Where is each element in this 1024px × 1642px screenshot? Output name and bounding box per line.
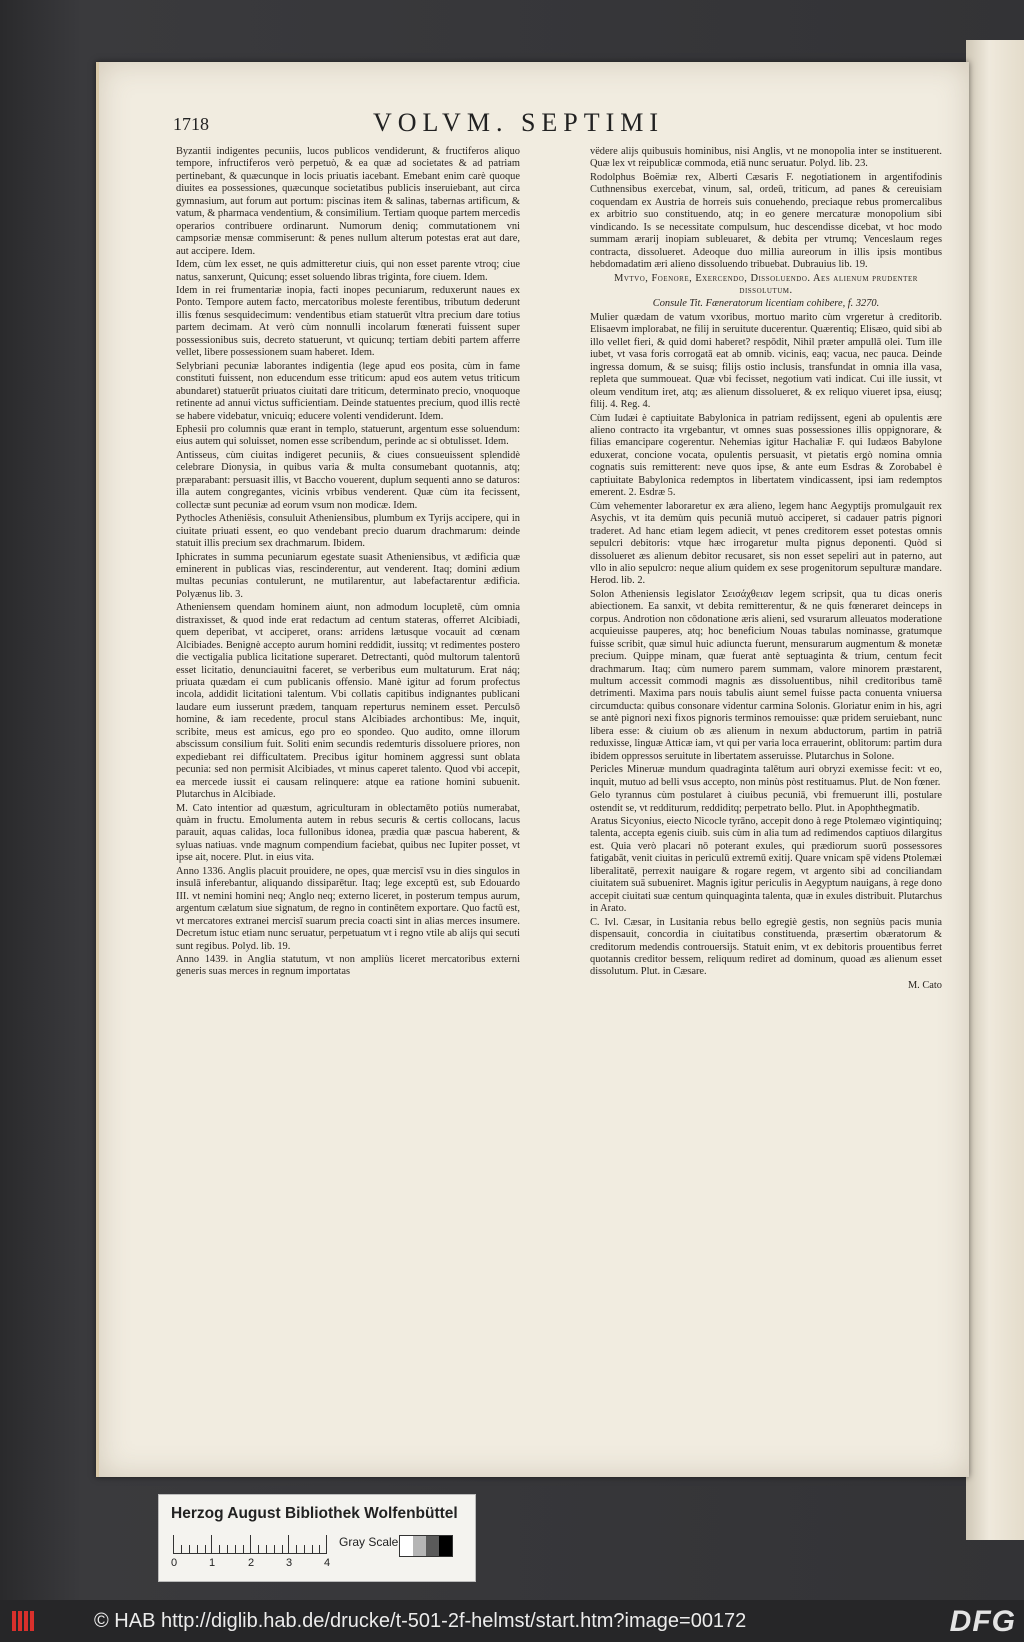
paragraph: Selybriani pecuniæ laborantes indigentia (lege apud eos posita, cùm in fame constituti fuissent, non educendum esse triticum: apud eos autem vetus triticum abundaret) statuerūt priuatos ciuitati dare triticum, determinato precio, vnoquoque retinente ad annui victus sufficientiam. Deinde statuentes precium, quod illis rectè se habere videbatur, vnicuiq; educere volenti vendiderunt. Idem. — [176, 360, 520, 422]
paragraph: Ephesii pro columnis quæ erant in templo, statuerunt, argentum esse soluendum: eius autem qui soluisset, nomen esse scribendum, perinde ac si obtulisset. Idem. — [176, 423, 520, 448]
page-number: 1718 — [173, 114, 209, 134]
catchword: M. Cato — [907, 979, 942, 991]
ruler-icon — [173, 1533, 327, 1554]
paragraph: Aratus Sicyonius, eiecto Nicocle tyrāno, accepit dono à rege Ptolemæo vigintiquinq; talenta, accepta egenis ciuib. suis cùm in alia tum ad redimendos captiuos dilargitus est. Quia verò placari nō poterant exules, qui prædiorum suorū possessores fatigabāt, venit ciuitas in periculū extremū exitij. Quare vnicam spē videns Ptolemæi liberalitatē, perrexit nauigare & rogare regem, vt argento sibi ad conciliandam ciuitatem suā subueniret. Magnis igitur periculis in Aegyptum nauigans, à rege dono accepit ciuitati suæ centum quinquaginta talenta, quæ in exules distribuit. Plutarchus in Arato. — [590, 816, 942, 915]
paragraph: Cùm Iudæi è captiuitate Babylonica in patriam redijssent, egeni ab opulentis ære alieno contracto ita vrgebantur, vt omnes suas possessiones illis oppignorare, & filias emancipare cogerentur. Nehemias igitur Hachaliæ F. qui Iudæos Babylone eduxerat, concione vocata, opulentis persuasit, vt pietatis ergò nomina omnia cognatis suis remitterent: neve quos ipse, & ante eum Esdras & Zorobabel è captiuitate Babylonica redemptos in libertatem vindicassent, ipsi iam redemptos emerent. 2. Esdræ 5. — [590, 412, 942, 499]
paragraph: Iphicrates in summa pecuniarum egestate suasit Atheniensibus, vt ædificia quæ eminerent in publicas vias, rescinderentur, aut venderent. Itaq; domini ædium multas pecunias contulerunt, ne mutilarentur, aut labefactarentur ædificia. Polyænus lib. 3. — [176, 551, 520, 600]
left-text-column — [176, 146, 520, 980]
section-heading: Mvtvo, Foenore, Exercendo, Dissoluendo. Aes alienum prudenter dissolutum. — [614, 272, 918, 296]
gray-scale-swatches — [399, 1535, 453, 1557]
adjacent-page-edge — [966, 40, 1024, 1540]
ruler-number: 0 — [171, 1557, 178, 1569]
paragraph: Antisseus, cùm ciuitas indigeret pecuniis, & ciues consueuissent splendidè celebrare Dionysia, in quibus varia & multa consumebant quotannis, atq; præparabant: persuasit illis, vt Baccho vouerent, duplum sequenti anno se daturos: illa autem congregantes, vicinis vrbibus venderent. Quæ cùm ita fecissent, collectæ sunt pecuniæ ad eorum vsum non modicæ. Idem. — [176, 449, 520, 511]
swatch — [439, 1536, 452, 1556]
dfg-logo: DFG — [949, 1605, 1016, 1638]
paragraph: Rodolphus Boëmiæ rex, Alberti Cæsaris F. negotiationem in argentifodinis Cuthnensibus exercebat, vinum, sal, ordeū, triticum, ad panes & cereuisiam coquendam ex Austria de horreis suis conuehendo, preciaque rebus promercalibus ex arbitrio suo constituendo, atq; in eo genere mercaturæ monopolium sibi vindicando. Is se necessitate compulsum, huc descendisse dicebat, vt hoc modo summam ærarij inopiam subleuaret, & debita per vtrumq; Venceslaum reges contracta, dissolueret. Adeoque duo millia aureorum in illis ipsis montibus hebdomadatim æri alieno dissoluendo tribuebat. Dubrauius lib. 19. — [590, 171, 942, 271]
paragraph: Byzantii indigentes pecuniis, lucos publicos vendiderunt, & fructiferos aliquo tempore, infructiferos verò perpetuò, & ea quæ ad societates & ad patriam pertinebant, & quæcunque in locis priuatis iacebant. Emebant enim carè quoque diuites ea possessiones, quæcunque societatibus publicis inseruiebant, aut circa gymnasium, aut forum aut portum: piscinas item & salinas, tabernas artificum, & vatum, & pharmaca vendentium, & consimilium. Tertiam quoque partem mercedis operarios contribuere ordinarunt. Numorum deniq; commutationem vni campsoriæ mensæ commiserunt: & penes nullum alterum potestas erat aut dare, aut accipere. Idem. — [176, 146, 520, 257]
cross-reference: Consule Tit. Fæneratorum licentiam cohibere, f. 3270. — [652, 298, 880, 310]
ruler-number: 1 — [209, 1557, 216, 1569]
swatch — [413, 1536, 426, 1556]
paragraph: Atheniensem quendam hominem aiunt, non admodum locupletē, cùm omnia distraxisset, & quod inde erat redactum ad centum stateras, offerret Alcibiadi, quem deperibat, vt acciperet, orans: arridens lætusque vocauit ad cœnam Alcibiades. Benignè accepto aurum homini reddidit, iussitq; vt redimentes postero die vectigalia publica licitatione superaret. Detrectanti, quòd multorum talentorū esset licitatio, denunciauitni faceret, se verberibus eum multaturum. Erat náq; priuata quædam ei cum publicanis offensio. Manè igitur ad forum profectus incola, addidit licitationi talentum. Vbi collatis capitibus indignantes publicani laudare eum iusserunt prædem, tanquam reperturus neminem esset. Perculsō homine, & iam recedente, procul stans Alcibiades archontibus: Me, inquit, scribite, meus est amicus, ego pro eo spondeo. Quo audito, omne illorum abscissum consilium fuit. Soliti enim secundis redemturis dissoluere priores, non expediebant rei difficultatem. Precibus igitur hominem aggressi sunt oblata pecunia: sed non permisit Alcibiades, vt minus caperet talento. Quod vbi accepit, ea mercede iussit ei causam relinquere: atque ea ratione homini subuenit. Plutarchus in Alcibiade. — [176, 602, 520, 801]
paragraph: Pericles Mineruæ mundum quadraginta talētum auri obryzi exemisse fecit: vt eo, inquit, mutuo ad belli vsus accepto, non minùs pòst restituamus. Plut. de Non fœner. — [590, 764, 942, 788]
swatch — [426, 1536, 439, 1556]
paragraph: vëdere alijs quibusuis hominibus, nisi Anglis, vt ne monopolia inter se instituerent. Quæ lex vt reipublicæ commoda, etiā nunc seruatur. Polyd. lib. 23. — [590, 146, 942, 170]
paragraph: Anno 1336. Anglis placuit prouidere, ne opes, quæ mercisī vsu in dies singulos in insulā inferebantur, aliquando dissiparētur. Itaq; lege exceptū est, sub Edouardo III. vt nemini homini neq; Anglo neq; externo liceret, in posterum tempus aurum, argentum cælatum siue signatum, de regno in continētem exportare. Quo factū est, vt mercatores extranei mercisī suarum precia coacti sint in alias merces insumere. Decretum istuc etiam nunc seruatur, perpetuatum vt i regno vtile ab alijs qui secuti sunt regibus. Polyd. lib. 19. — [176, 865, 520, 952]
paragraph: M. Cato intentior ad quæstum, agriculturam in oblectamēto potiùs numerabat, quàm in fructu. Emolumenta autem in rebus securis & certis collocans, lacus parauit, aquas calidas, loca fullonibus idonea, prædia quæ pascua haberent, & syluas natiuas. vnde magnum compendium faciebat, quibus nec Iupiter posset, vt ipse ait, nocere. Plut. in eius vita. — [176, 802, 520, 864]
swatch — [400, 1536, 413, 1556]
paragraph: Idem in rei frumentariæ inopia, facti inopes pecuniarum, reduxerunt naues ex Ponto. Tempore autem facto, mercatoribus moleste ferentibus, tributum dederunt illis fœnus sesquidecimum: vendentibus etiam statuerūt vltra precium dare totius partem decimam. At verò cùm nonnulli incolarum fœnerati fuissent super possessionibus suis, decreto statuerunt, vt quicunq; tertiam debiti partem afferre vellet, libere possessionem suam haberet. Idem. — [176, 284, 520, 359]
paragraph: Mulier quædam de vatum vxoribus, mortuo marito cùm vrgeretur à creditorib. Elisaevm implorabat, ne filij in seruitute ducerentur. Quærentiq; Elisæo, quid sibi ab illo vellet fieri, & quid domi haberet? respōdit, Nihil præter ampullā olei. Tum ille iubet, vt vasa foris corrogatā eat ab omnib. vicinis, eaq; vacua, nec pauca. Deinde ingressa domum, & se suisq; filijs ostio inclusis, transfundat in omnia illa vasa, repleta que summoueat. Quæ vbi fecisset, negotium vati indicat. Cui ille iussit, vt oleum venditum iret, atq; æs alienum dissolueret, & ex reliquo viueret ipsa, eiusq; filij. 4. Reg. 4. — [590, 311, 942, 411]
paragraph: Anno 1439. in Anglia statutum, vt non ampliùs liceret mercatoribus externi generis suas merces in regnum importatas — [176, 954, 520, 978]
paragraph: Gelo tyrannus cùm postularet à ciuibus pecuniā, vbi fremuerunt illi, postulare ostendit se, vt redditurum, reddiditq; perpetrato bello. Plut. in Apophthegmatib. — [590, 790, 942, 814]
color-calibration-card — [158, 1494, 476, 1582]
paragraph: Idem, cùm lex esset, ne quis admitteretur ciuis, qui non esset parente vtroq; ciue natus, sanxerunt, Quicunq; esset soluendo libras triginta, fore ciuem. Idem. — [176, 259, 520, 283]
running-title: VOLVM. SEPTIMI — [373, 108, 665, 137]
paragraph: Cùm vehementer laboraretur ex æra alieno, legem hanc Aegyptijs promulgauit rex Asychis, vt ita demùm quis pecuniā mutuò acciperet, si cadauer patris pignori traderet. Ad hanc etiam legem adiecit, vt penes creditorem esset potestas omnis sepulcri debitoris: vtque hæc irrogaretur multa pignus deponenti. Quòd si dissolueret æs alienum debitor recusaret, sis non esset sepeliri aut in paterno, aut vllo in alio sepulcro: neque alium quidem ex sese progenitorum sepulturæ mandare. Herod. lib. 2. — [590, 500, 942, 587]
ruler-number: 3 — [286, 1557, 293, 1569]
hab-logo-icon — [12, 1609, 38, 1633]
paragraph: Solon Atheniensis legislator Σεισάχθειαν legem scripsit, qua tu dicas oneris abiectionem. Ea sanxit, vt debita remitterentur, & ne quis fœneraret deinceps in corpus. Androtion non cōdonatione æris alieni, sed vsurarum alleuatos moderatione acquieuisse pauperes, atq; hoc beneficium Nouas tabulas nominasse, gratumque fuisse scribit, quæ simul huic adiuncta fuerunt, mensurarum augmentum & monetæ precium. Quippe minam, quæ fuerat antè septuaginta & trium, centum fecit drachmarum. Itaq; cùm numero parem summam, valore minorem præstarent, multum accessit commodi magnis æs dissoluentibus, nihil creditoribus tamē detrimenti. Maxima pars nouis tabulis aiunt semel fuisse pacta conuenta vniuersa circumducta: quibus consonare videntur carmina Solonis. Gloriatur enim in his, agri se antè pignori nexi fixos pignoris terminos remouisse: quæ pridem seruiebant, nunc libera esse: & ciuium ob æs alienum in nexum abductorum, partim in patriā reduxisse, linguæ Atticæ iam, vt qui per varia loca errauerint, oblitorum: partim dura ibidem oppressos seruitute in libertatem asseruisse. Plutarchus in Solone. — [590, 588, 942, 762]
right-text-column — [590, 146, 942, 993]
ruler-number: 2 — [248, 1557, 255, 1569]
viewer-footer — [0, 1600, 1024, 1642]
ruler-number: 4 — [324, 1557, 331, 1569]
library-name: Herzog August Bibliothek Wolfenbüttel — [171, 1505, 458, 1522]
paragraph: C. Ivl. Cæsar, in Lusitania rebus bello egregiè gestis, non segniùs pacis munia dispensauit, concordia in ciuitatibus constituenda, præsertim obæratorum & creditorum medendis controuersijs. Statuit enim, vt ex debitoris prouentibus ferret quotannis creditor bessem, reliquum rediret ad dominum, quoad æs alienum esset dissolutum. Plut. in Cæsare. — [590, 916, 942, 978]
gray-scale-label: Gray Scale — [339, 1535, 399, 1549]
permalink-url[interactable]: © HAB http://diglib.hab.de/drucke/t-501-2f-helmst/start.htm?image=00172 — [94, 1610, 747, 1632]
paragraph: Pythocles Atheniësis, consuluit Atheniensibus, plumbum ex Tyrijs accipere, qui in ciuitate priuati essent, eo quo vendebant precio duarum drachmarum: deinde statuit illis precium sex drachmarum. Ibidem. — [176, 513, 520, 550]
page-header — [173, 108, 943, 138]
